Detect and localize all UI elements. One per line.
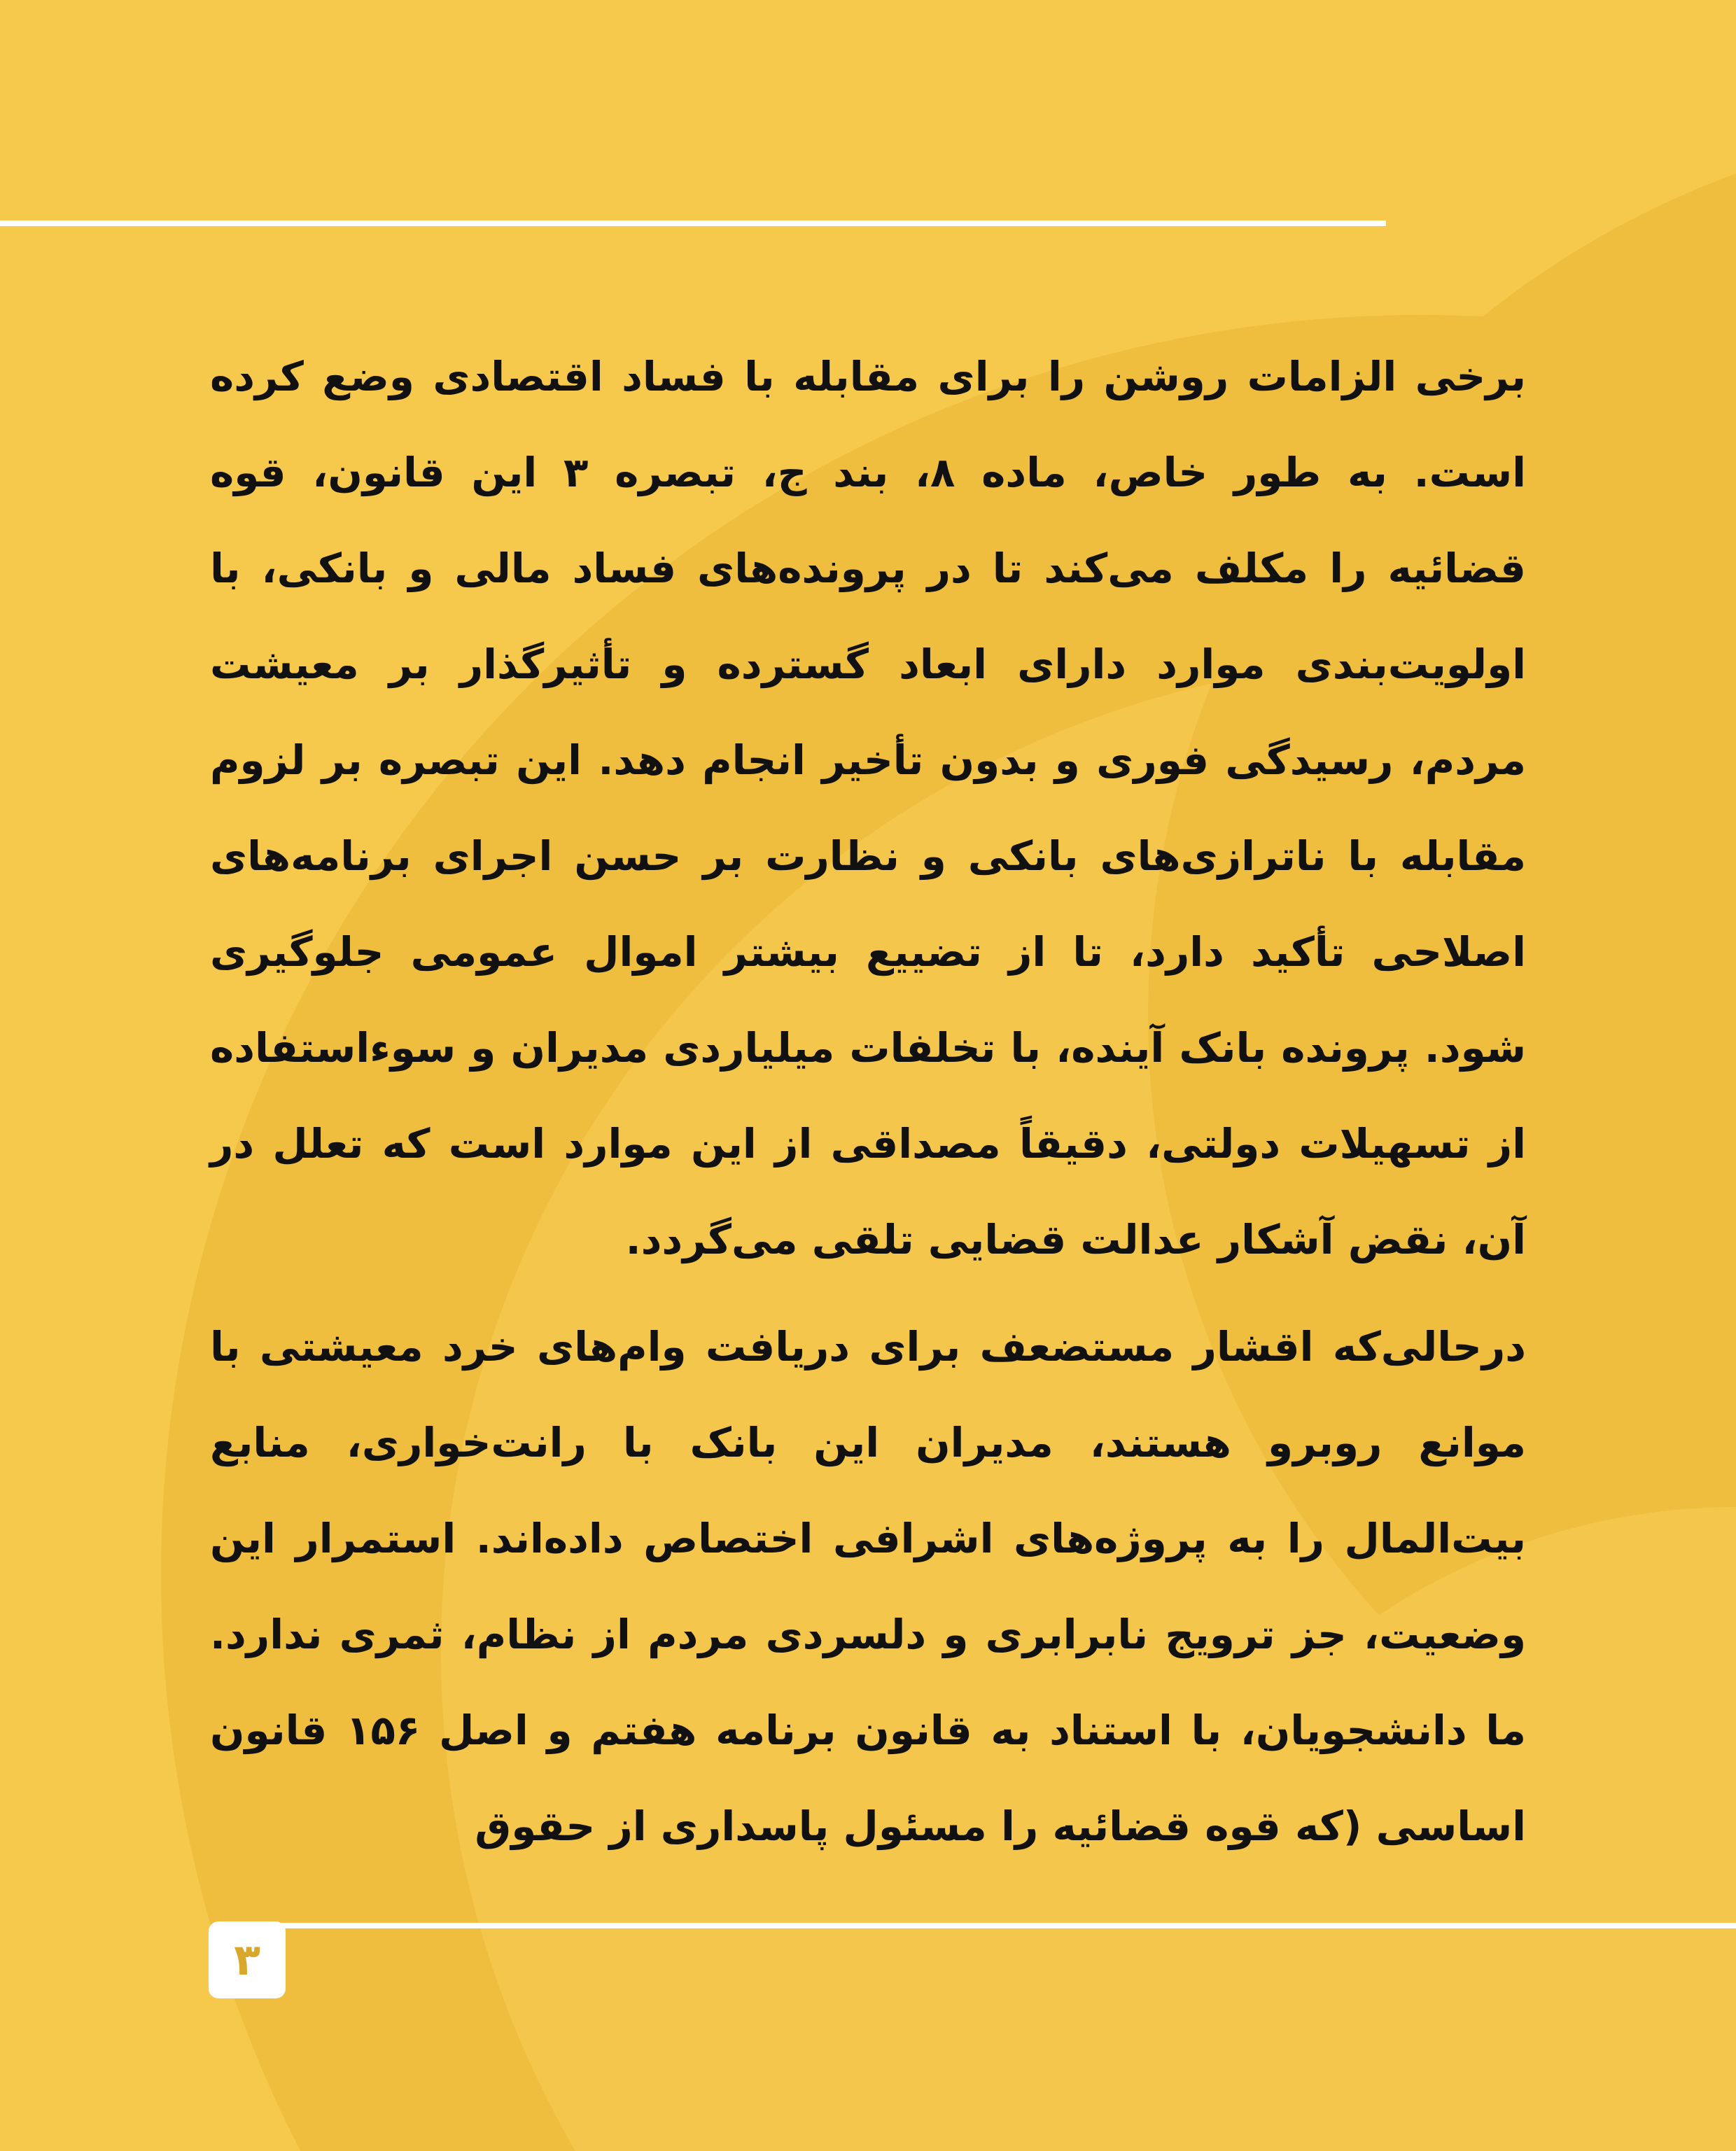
top-divider [0,220,1386,226]
page-number-badge [209,1921,286,1998]
bottom-divider [280,1923,1736,1928]
paragraph-2: درحالی‌که اقشار مستضعف برای دریافت وام‌های خرد معیشتی با موانع روبرو هستند، مدیران این بانک با رانت‌خواری، منابع بیت‌المال را به پروژه‌های اشرافی اختصاص داده‌اند. استمرار این وضعیت، جز ترویج نابرابری و دلسردی مردم از نظام، ثمری ندارد. ما دانشجویان، با استناد به قانون برنامه هفتم و اصل ۱۵۶ قانون اساسی (که قوه قضائیه را مسئول پاسداری از حقوق [210,1323,1526,1850]
page-number: ۳ [234,1934,260,1985]
main-text-block [210,329,1526,1886]
paragraph-1: برخی الزامات روشن را برای مقابله با فساد اقتصادی وضع کرده است. به طور خاص، ماده ۸، بند ج، تبصره ۳ این قانون، قوه قضائیه را مکلف می‌کند تا در پرونده‌های فساد مالی و بانکی، با اولویت‌بندی موارد دارای ابعاد گسترده و تأثیرگذار بر معیشت مردم، رسیدگی فوری و بدون تأخیر انجام دهد. این تبصره بر لزوم مقابله با ناترازی‌های بانکی و نظارت بر حسن اجرای برنامه‌های اصلاحی تأکید دارد، تا از تضییع بیشتر اموال عمومی جلوگیری شود. پرونده بانک آینده، با تخلفات میلیاردی مدیران و سوءاستفاده از تسهیلات دولتی، دقیقاً مصداقی از این موارد است که تعلل در آن، نقض آشکار عدالت قضایی تلقی می‌گردد. [210,353,1526,1263]
